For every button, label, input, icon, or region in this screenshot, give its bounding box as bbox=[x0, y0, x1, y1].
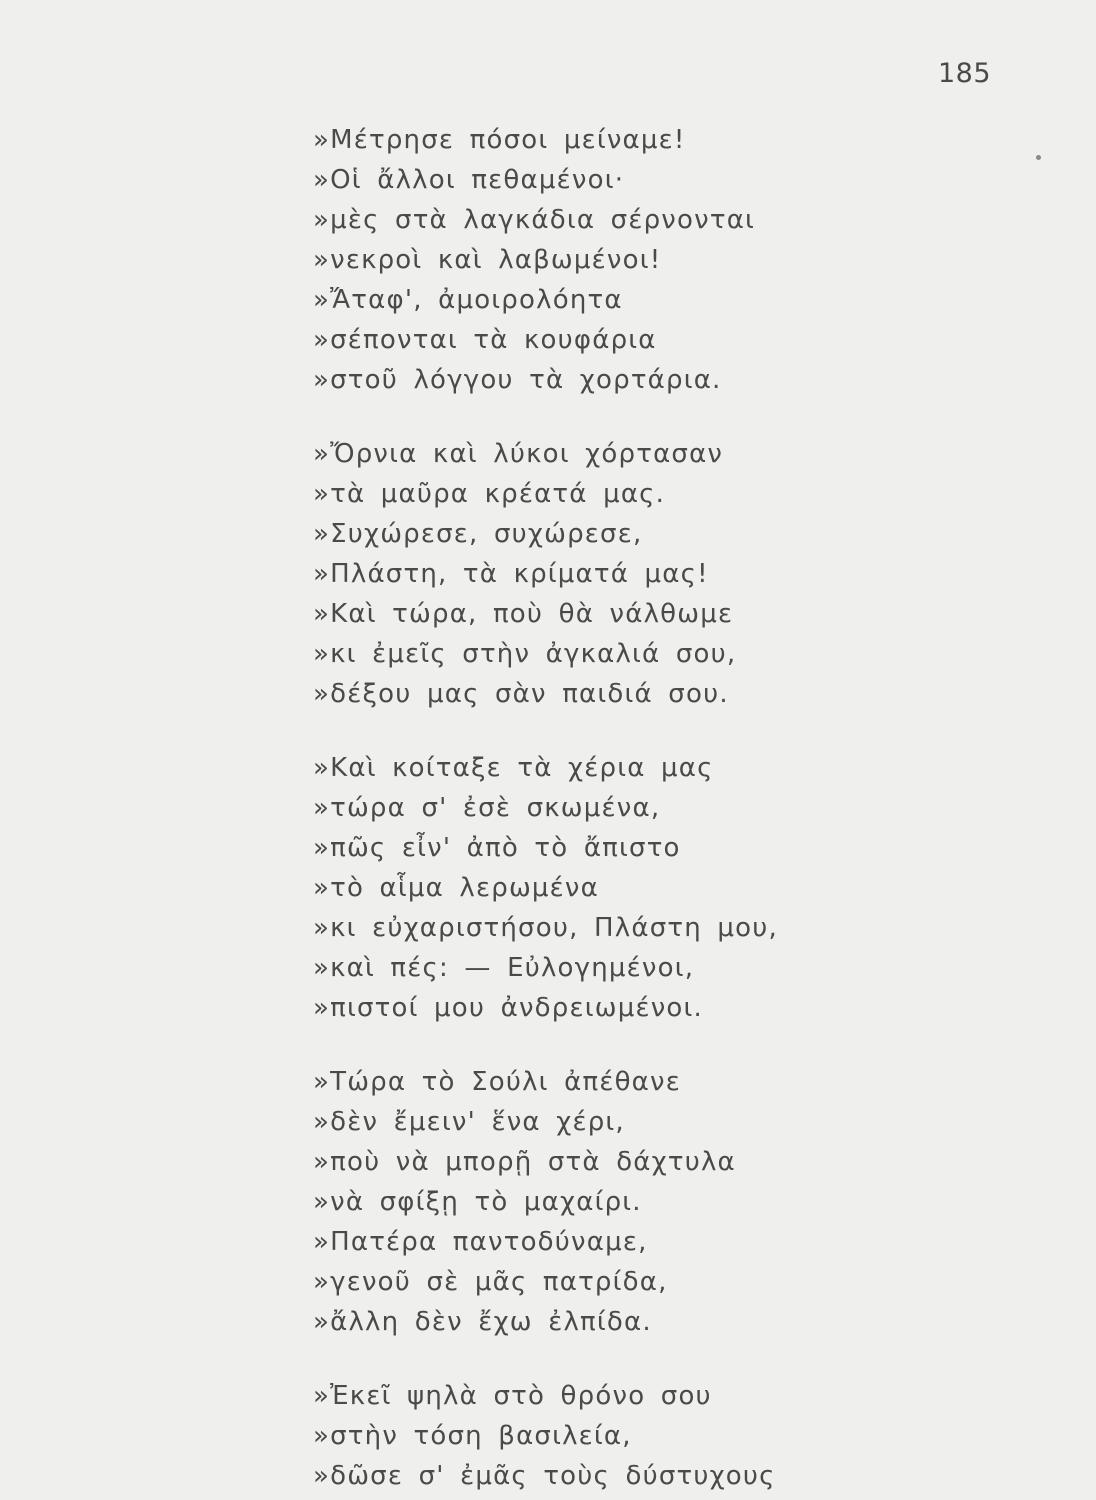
poem-text bbox=[313, 120, 1013, 1496]
poem-line: »ἄλλη δὲν ἔχω ἐλπίδα. bbox=[313, 1307, 652, 1337]
poem-line: »Οἱ ἄλλοι πεθαμένοι· bbox=[313, 165, 625, 195]
poem-line: »τὰ μαῦρα κρέατά μας. bbox=[313, 479, 666, 509]
poem-line: »Ὄρνια καὶ λύκοι χόρτασαν bbox=[313, 439, 724, 469]
paper-speck bbox=[1036, 155, 1041, 160]
poem-line: »γενοῦ σὲ μᾶς πατρίδα, bbox=[313, 1267, 668, 1297]
poem-line: »σέπονται τὰ κουφάρια bbox=[313, 325, 657, 355]
poem-line: »δῶσε σ' ἐμᾶς τοὺς δύστυχους bbox=[313, 1461, 776, 1491]
poem-line: »κι εὐχαριστήσου, Πλάστη μου, bbox=[313, 913, 778, 943]
poem-line: »ποὺ νὰ μπορῇ στὰ δάχτυλα bbox=[313, 1147, 736, 1177]
poem-line: »Καὶ κοίταξε τὰ χέρια μας bbox=[313, 753, 714, 783]
poem-line: »κι ἐμεῖς στὴν ἀγκαλιά σου, bbox=[313, 639, 737, 669]
poem-line: »Τώρα τὸ Σούλι ἀπέθανε bbox=[313, 1067, 681, 1097]
stanza-2 bbox=[313, 434, 1013, 714]
stanza-5 bbox=[313, 1376, 1013, 1496]
poem-line: »καὶ πές: — Εὐλογημένοι, bbox=[313, 953, 695, 983]
stanza-3 bbox=[313, 748, 1013, 1028]
poem-line: »μὲς στὰ λαγκάδια σέρνονται bbox=[313, 205, 756, 235]
page-number: 185 bbox=[938, 58, 992, 89]
poem-line: »πιστοί μου ἀνδρειωμένοι. bbox=[313, 993, 704, 1023]
poem-line: »Ἐκεῖ ψηλὰ στὸ θρόνο σου bbox=[313, 1381, 712, 1411]
poem-line: »τὸ αἷμα λερωμένα bbox=[313, 873, 599, 903]
poem-line: »πῶς εἶν' ἀπὸ τὸ ἄπιστο bbox=[313, 833, 681, 863]
poem-line: »νὰ σφίξῃ τὸ μαχαίρι. bbox=[313, 1187, 642, 1217]
poem-line: »Ἄταφ', ἀμοιρολόητα bbox=[313, 285, 623, 315]
poem-line: »δὲν ἔμειν' ἕνα χέρι, bbox=[313, 1107, 625, 1137]
poem-line: »στοῦ λόγγου τὰ χορτάρια. bbox=[313, 365, 722, 395]
stanza-4 bbox=[313, 1062, 1013, 1342]
poem-line: »δέξου μας σὰν παιδιά σου. bbox=[313, 679, 729, 709]
poem-line: »στὴν τόση βασιλεία, bbox=[313, 1421, 632, 1451]
stanza-1 bbox=[313, 120, 1013, 400]
poem-line: »Συχώρεσε, συχώρεσε, bbox=[313, 519, 643, 549]
poem-line: »Πλάστη, τὰ κρίματά μας! bbox=[313, 559, 709, 589]
poem-line: »νεκροὶ καὶ λαβωμένοι! bbox=[313, 245, 662, 275]
poem-line: »τώρα σ' ἐσὲ σκωμένα, bbox=[313, 793, 661, 823]
poem-line: »Μέτρησε πόσοι μείναμε! bbox=[313, 125, 686, 155]
poem-line: »Πατέρα παντοδύναμε, bbox=[313, 1227, 648, 1257]
poem-line: »Καὶ τώρα, ποὺ θὰ νάλθωμε bbox=[313, 599, 734, 629]
